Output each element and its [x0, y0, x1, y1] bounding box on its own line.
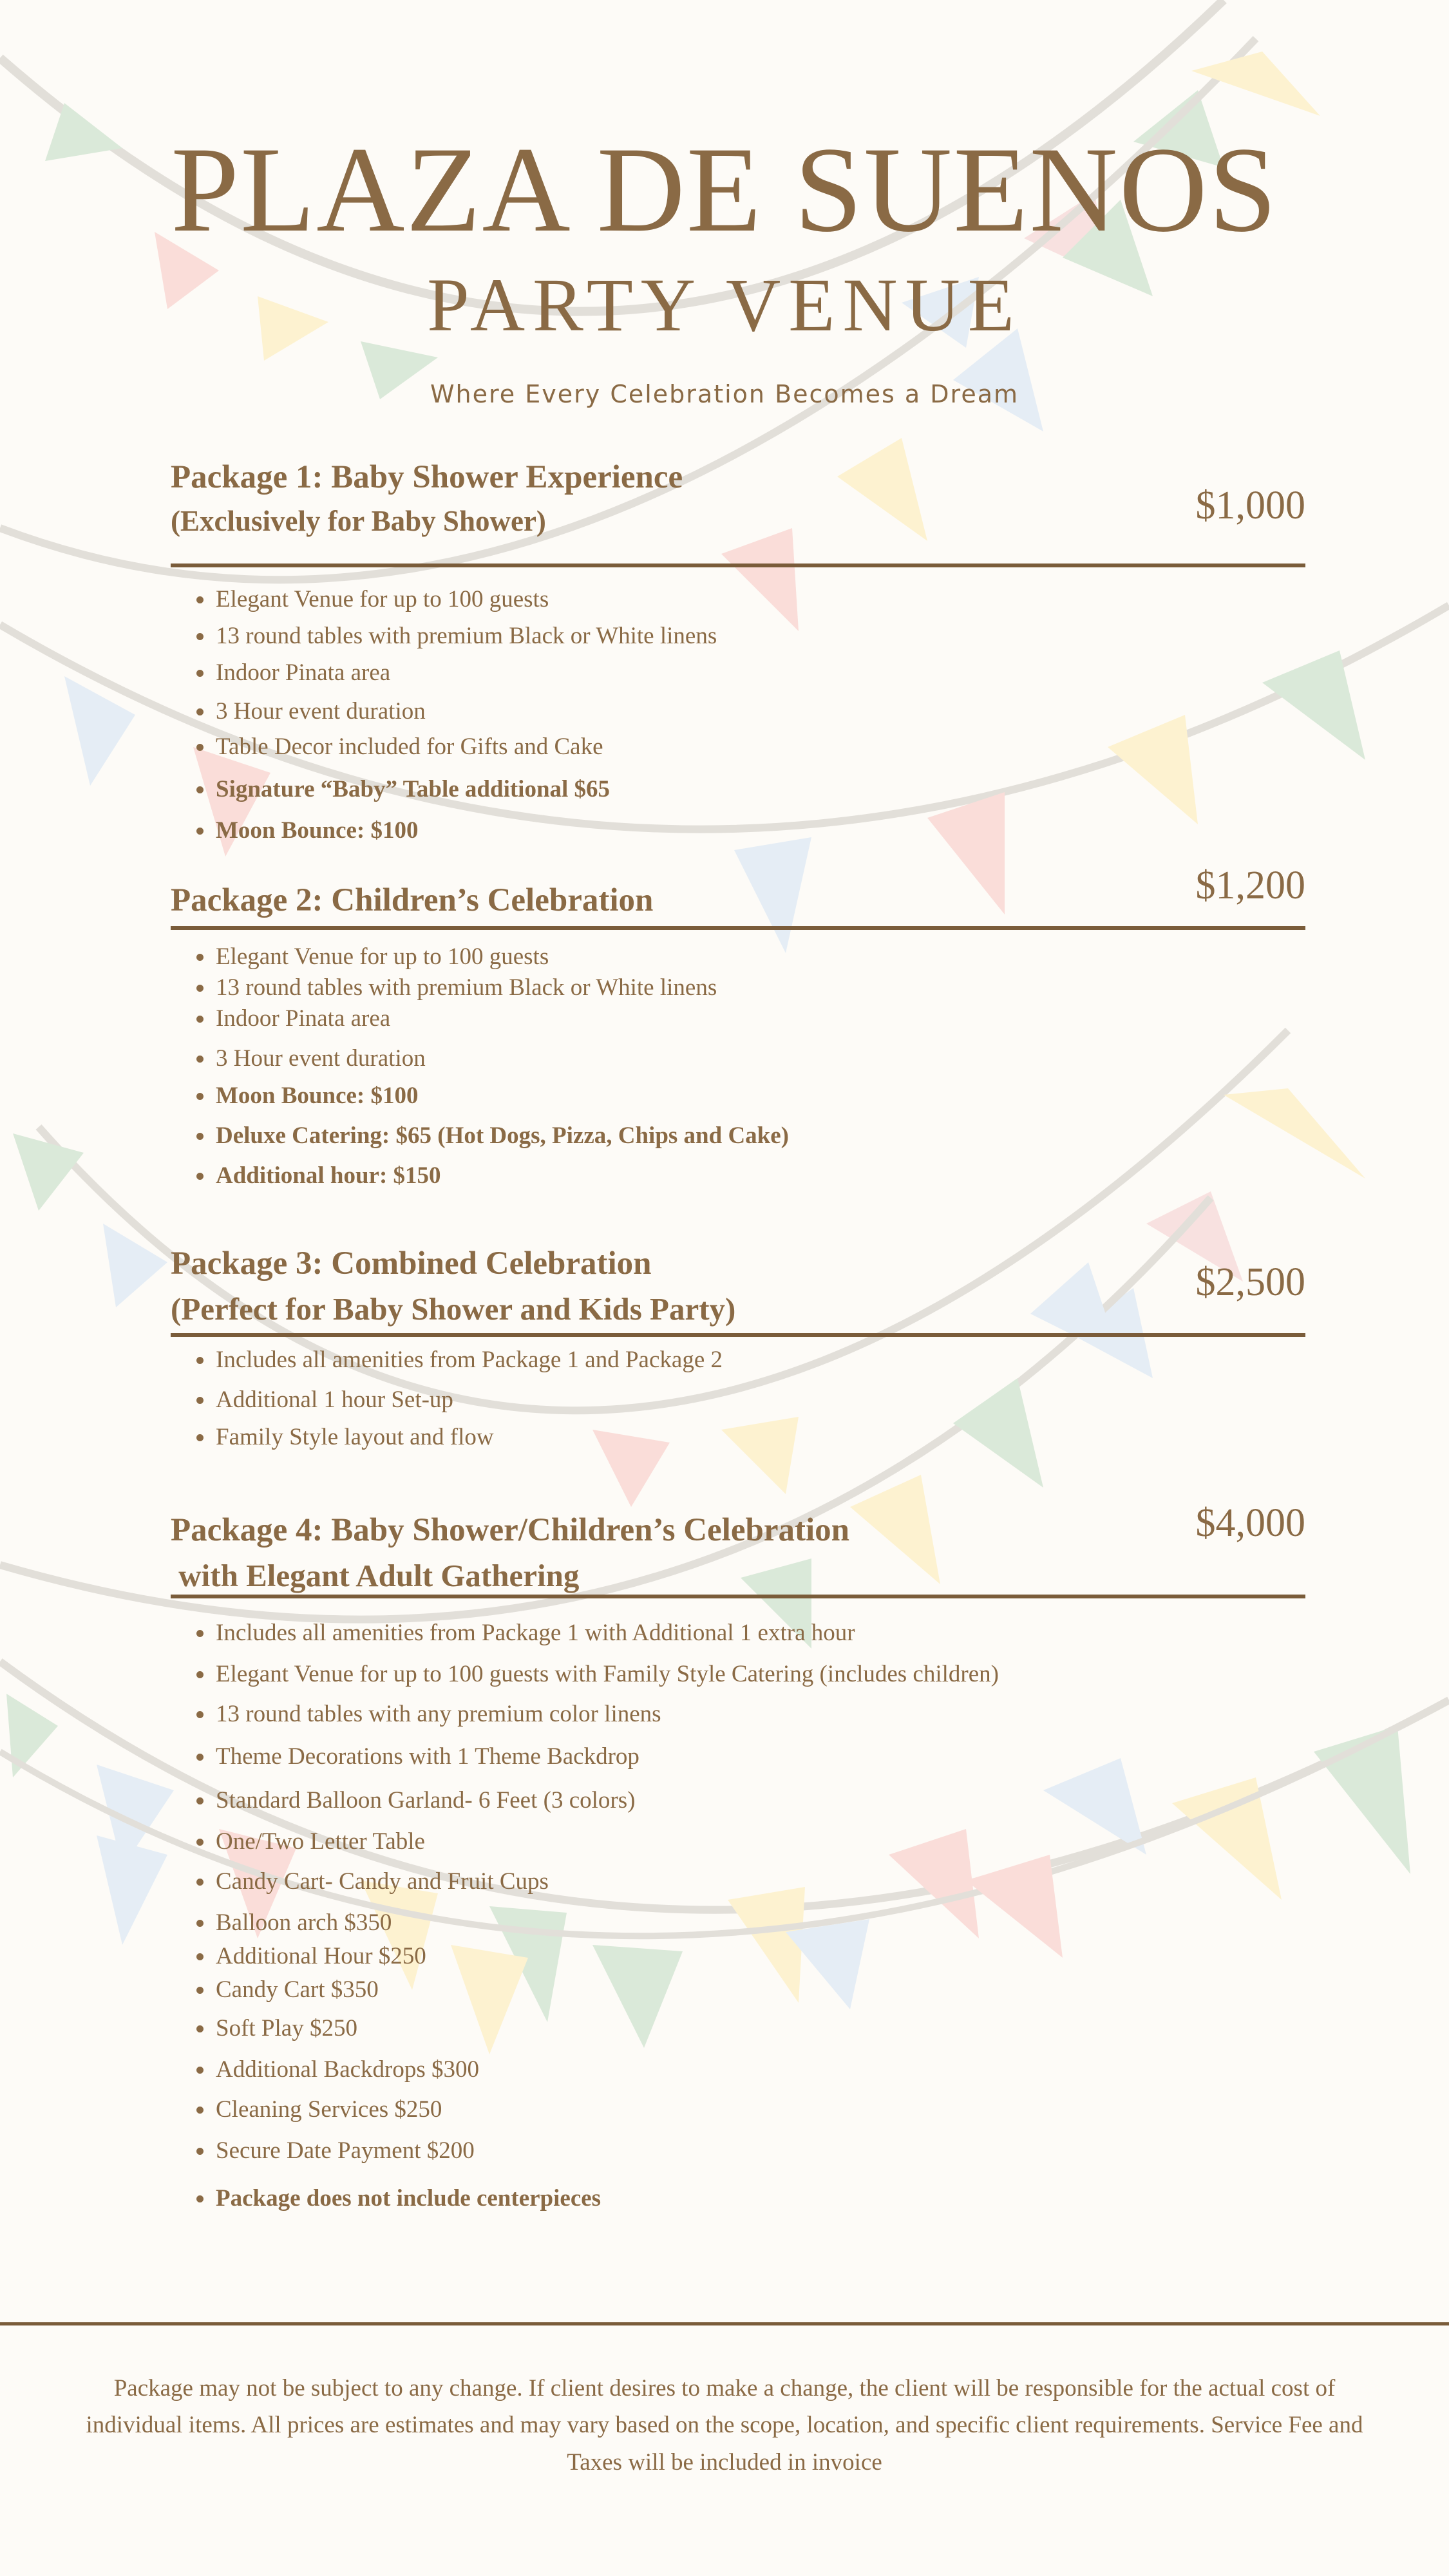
list-item: Package does not include centerpieces — [196, 2181, 1305, 2217]
package-4 — [171, 1501, 1305, 2217]
package-title: Package 2: Children’s Celebration — [171, 882, 654, 918]
list-item: Includes all amenities from Package 1 with Additional 1 extra hour — [196, 1615, 1305, 1656]
feature-list — [171, 582, 1305, 849]
list-item: Secure Date Payment $200 — [196, 2133, 1305, 2181]
package-3 — [171, 1240, 1305, 1455]
list-item: 3 Hour event duration — [196, 1041, 1305, 1078]
list-item: Candy Cart- Candy and Fruit Cups — [196, 1864, 1305, 1905]
list-item: Additional Hour $250 — [196, 1938, 1305, 1972]
list-item: Elegant Venue for up to 100 guests — [196, 939, 1305, 970]
package-subtitle: (Exclusively for Baby Shower) — [171, 504, 546, 537]
feature-list — [171, 939, 1305, 1194]
package-header — [171, 1501, 1305, 1598]
list-item: Candy Cart $350 — [196, 1972, 1305, 2011]
list-item: Elegant Venue for up to 100 guests — [196, 582, 1305, 618]
list-item: Signature “Baby” Table additional $65 — [196, 772, 1305, 813]
package-price: $1,200 — [1195, 864, 1305, 907]
list-item: Additional hour: $150 — [196, 1158, 1305, 1194]
list-item: Indoor Pinata area — [196, 1001, 1305, 1041]
package-2 — [171, 864, 1305, 1194]
list-item: Additional Backdrops $300 — [196, 2052, 1305, 2092]
list-item: One/Two Letter Table — [196, 1824, 1305, 1864]
package-price: $4,000 — [1195, 1501, 1305, 1545]
tagline: Where Every Celebration Becomes a Dream — [430, 380, 1019, 408]
list-item: 13 round tables with premium Black or White linens — [196, 970, 1305, 1001]
package-subtitle: with Elegant Adult Gathering — [171, 1557, 580, 1593]
package-subtitle: (Perfect for Baby Shower and Kids Party) — [171, 1291, 736, 1327]
list-item: Indoor Pinata area — [196, 655, 1305, 694]
package-1 — [171, 454, 1305, 849]
package-header — [171, 454, 1305, 567]
list-item: Includes all amenities from Package 1 and Package 2 — [196, 1342, 1305, 1382]
list-item: Additional 1 hour Set-up — [196, 1382, 1305, 1419]
package-title: Package 1: Baby Shower Experience — [171, 459, 683, 495]
list-item: 13 round tables with any premium color linens — [196, 1696, 1305, 1739]
package-header — [171, 864, 1305, 930]
footer-divider — [0, 2322, 1449, 2325]
package-title: Package 4: Baby Shower/Children’s Celebration — [171, 1512, 849, 1548]
list-item: Theme Decorations with 1 Theme Backdrop — [196, 1739, 1305, 1783]
feature-list — [171, 1615, 1305, 2217]
page-subtitle: PARTY VENUE — [427, 263, 1022, 347]
list-item: Cleaning Services $250 — [196, 2092, 1305, 2133]
list-item: 3 Hour event duration — [196, 694, 1305, 729]
package-title: Package 3: Combined Celebration — [171, 1245, 652, 1282]
list-item: Table Decor included for Gifts and Cake — [196, 729, 1305, 772]
list-item: Moon Bounce: $100 — [196, 1078, 1305, 1118]
list-item: Balloon arch $350 — [196, 1905, 1305, 1938]
list-item: Deluxe Catering: $65 (Hot Dogs, Pizza, Chips and Cake) — [196, 1118, 1305, 1158]
footer-note: Package may not be subject to any change. If client desires to make a change, the client will be responsible for the actual cost of individual items. All prices are estimates and may vary based on the scope, location, and specific client requirements. Service Fee and Taxes will be included in invoice — [86, 2375, 1363, 2476]
list-item: Standard Balloon Garland- 6 Feet (3 colors) — [196, 1783, 1305, 1824]
list-item: Soft Play $250 — [196, 2011, 1305, 2052]
package-price: $2,500 — [1195, 1260, 1305, 1304]
list-item: Elegant Venue for up to 100 guests with Family Style Catering (includes children) — [196, 1656, 1305, 1696]
package-header — [171, 1240, 1305, 1337]
package-price: $1,000 — [1195, 484, 1305, 527]
list-item: Moon Bounce: $100 — [196, 813, 1305, 849]
page-title: PLAZA DE SUENOS — [171, 122, 1278, 258]
feature-list — [171, 1342, 1305, 1455]
list-item: 13 round tables with premium Black or White linens — [196, 618, 1305, 655]
list-item: Family Style layout and flow — [196, 1419, 1305, 1455]
